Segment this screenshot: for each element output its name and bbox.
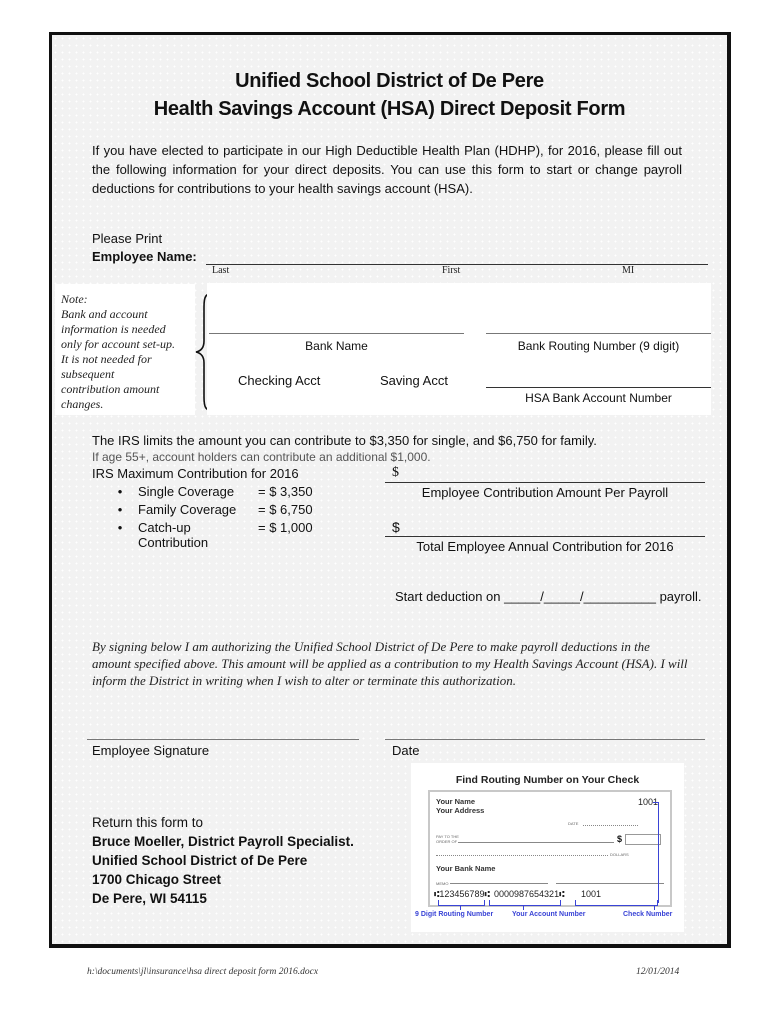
footer-date: 12/01/2014 <box>636 967 680 977</box>
note-line: information is needed <box>61 322 166 336</box>
sample-check: Your Name Your Address 1001 DATE PAY TO THE ORDER OF $ DOLLARS Your Bank Name MEMO ⑆123456789⑆ 0000987654321⑆ 1001 <box>428 790 672 907</box>
account-bracket-tick <box>523 905 524 910</box>
check-number-callout: Check Number <box>623 911 673 918</box>
middle-initial-label: MI <box>622 265 635 276</box>
note-line: changes. <box>61 397 104 411</box>
check-number-bracket <box>575 900 658 906</box>
annual-label: Total Employee Annual Contribution for 2016 <box>416 539 674 554</box>
check-example-title: Find Routing Number on Your Check <box>455 774 640 786</box>
check-dollars-label: DOLLARS <box>610 852 629 857</box>
signature-label: Employee Signature <box>92 743 210 758</box>
return-intro: Return this form to <box>92 815 204 830</box>
per-payroll-label: Employee Contribution Amount Per Payroll <box>421 485 669 500</box>
bullet-icon: • <box>117 520 123 535</box>
routing-bracket <box>438 900 485 906</box>
employee-name-label: Employee Name: <box>92 249 197 264</box>
hsa-account-number-label: HSA Bank Account Number <box>525 391 672 405</box>
per-payroll-amount-field[interactable] <box>385 482 705 483</box>
catch-up-text: If age 55+, account holders can contribute an additional $1,000. <box>92 450 431 464</box>
check-your-address: Your Address <box>436 806 485 815</box>
irs-max-list <box>102 484 313 550</box>
annual-amount-field[interactable] <box>385 536 705 537</box>
check-bank-name: Your Bank Name <box>436 864 496 873</box>
footer-file-path: h:\documents\jl\insurance\hsa direct deposit form 2016.docx <box>87 967 319 977</box>
check-number-bracket-tick <box>654 905 655 910</box>
note-line: subsequent <box>61 367 115 381</box>
list-item: • Single Coverage = $ 3,350 <box>102 484 313 502</box>
per-payroll-dollar-sign: $ <box>392 465 399 480</box>
hsa-account-number-field[interactable] <box>486 387 711 388</box>
form-title-hsa: Health Savings Account (HSA) Direct Deposit Form <box>153 98 626 120</box>
check-date-line <box>583 825 638 826</box>
note-heading: Note: <box>61 292 88 306</box>
check-number-micr: 1001 <box>581 889 602 899</box>
list-item: • Catch-up Contribution = $ 1,000 <box>102 520 313 538</box>
routing-number-field[interactable] <box>486 333 711 334</box>
note-box <box>55 284 195 415</box>
last-name-label: Last <box>212 265 230 276</box>
date-field[interactable] <box>385 739 705 740</box>
form-title-district: Unified School District of De Pere <box>235 70 544 92</box>
routing-number-label: Bank Routing Number (9 digit) <box>517 339 680 353</box>
check-account-number: 0000987654321⑆ <box>494 889 565 899</box>
form-frame <box>49 32 731 948</box>
date-label: Date <box>392 743 420 758</box>
first-name-label: First <box>442 265 461 276</box>
check-number-callout-line <box>653 802 659 903</box>
account-bracket <box>489 900 561 906</box>
note-line: contribution amount <box>61 382 160 396</box>
check-dollar-sign: $ <box>617 834 623 844</box>
please-print-label: Please Print <box>92 231 163 246</box>
routing-number-callout: 9 Digit Routing Number <box>415 911 494 918</box>
note-line: Bank and account <box>61 307 148 321</box>
bank-name-field[interactable] <box>209 333 464 334</box>
note-line: only for account set-up. <box>61 337 175 351</box>
check-date-label: DATE <box>568 821 579 826</box>
account-number-callout: Your Account Number <box>512 911 586 918</box>
list-item: • Family Coverage = $ 6,750 <box>102 502 313 520</box>
return-street: 1700 Chicago Street <box>92 872 222 887</box>
bullet-icon: • <box>117 502 123 517</box>
signature-field[interactable] <box>87 739 359 740</box>
annual-dollar-sign: $ <box>392 519 400 535</box>
start-deduction-field[interactable]: Start deduction on _____/_____/__________ payroll. <box>395 589 702 604</box>
check-pay-to-label: PAY TO THE <box>436 834 459 839</box>
return-organization: Unified School District of De Pere <box>92 853 308 868</box>
check-memo-line <box>450 883 548 884</box>
check-dollars-line <box>436 855 608 856</box>
check-signature-line <box>556 883 664 884</box>
check-your-name: Your Name <box>436 797 476 806</box>
return-city: De Pere, WI 54115 <box>92 891 207 906</box>
irs-max-heading: IRS Maximum Contribution for 2016 <box>92 466 299 481</box>
note-line: It is not needed for <box>61 352 152 366</box>
routing-bracket-tick <box>460 905 461 910</box>
bullet-icon: • <box>117 484 123 499</box>
bank-info-box <box>207 283 711 415</box>
return-address-block <box>92 813 354 908</box>
checking-account-option[interactable]: Checking Acct <box>238 373 321 388</box>
check-example-panel <box>411 763 684 932</box>
check-number-top: 1001 <box>637 797 658 807</box>
intro-paragraph: If you have elected to participate in our High Deductible Health Plan (HDHP), for 2016, please fill out the following information for your direct deposits. You can use this form to start or change payroll deductions for contributions to your health savings account (HSA). <box>92 143 682 196</box>
check-payee-line <box>458 842 614 843</box>
check-memo-label: MEMO <box>436 881 449 886</box>
bank-name-label: Bank Name <box>305 339 368 353</box>
saving-account-option[interactable]: Saving Acct <box>380 373 448 388</box>
irs-limits-text: The IRS limits the amount you can contribute to $3,350 for single, and $6,750 for family. <box>92 433 597 448</box>
check-routing-number: ⑆123456789⑆ <box>434 889 490 899</box>
return-contact-name: Bruce Moeller, District Payroll Specialist. <box>92 834 354 849</box>
authorization-statement: By signing below I am authorizing the Unified School District of De Pere to make payroll deductions in the amount specified above. This amount will be applied as a contribution to my Health Savings Account (HSA). I will inform the District in writing when I wish to alter or terminate this authorization. <box>92 639 688 688</box>
